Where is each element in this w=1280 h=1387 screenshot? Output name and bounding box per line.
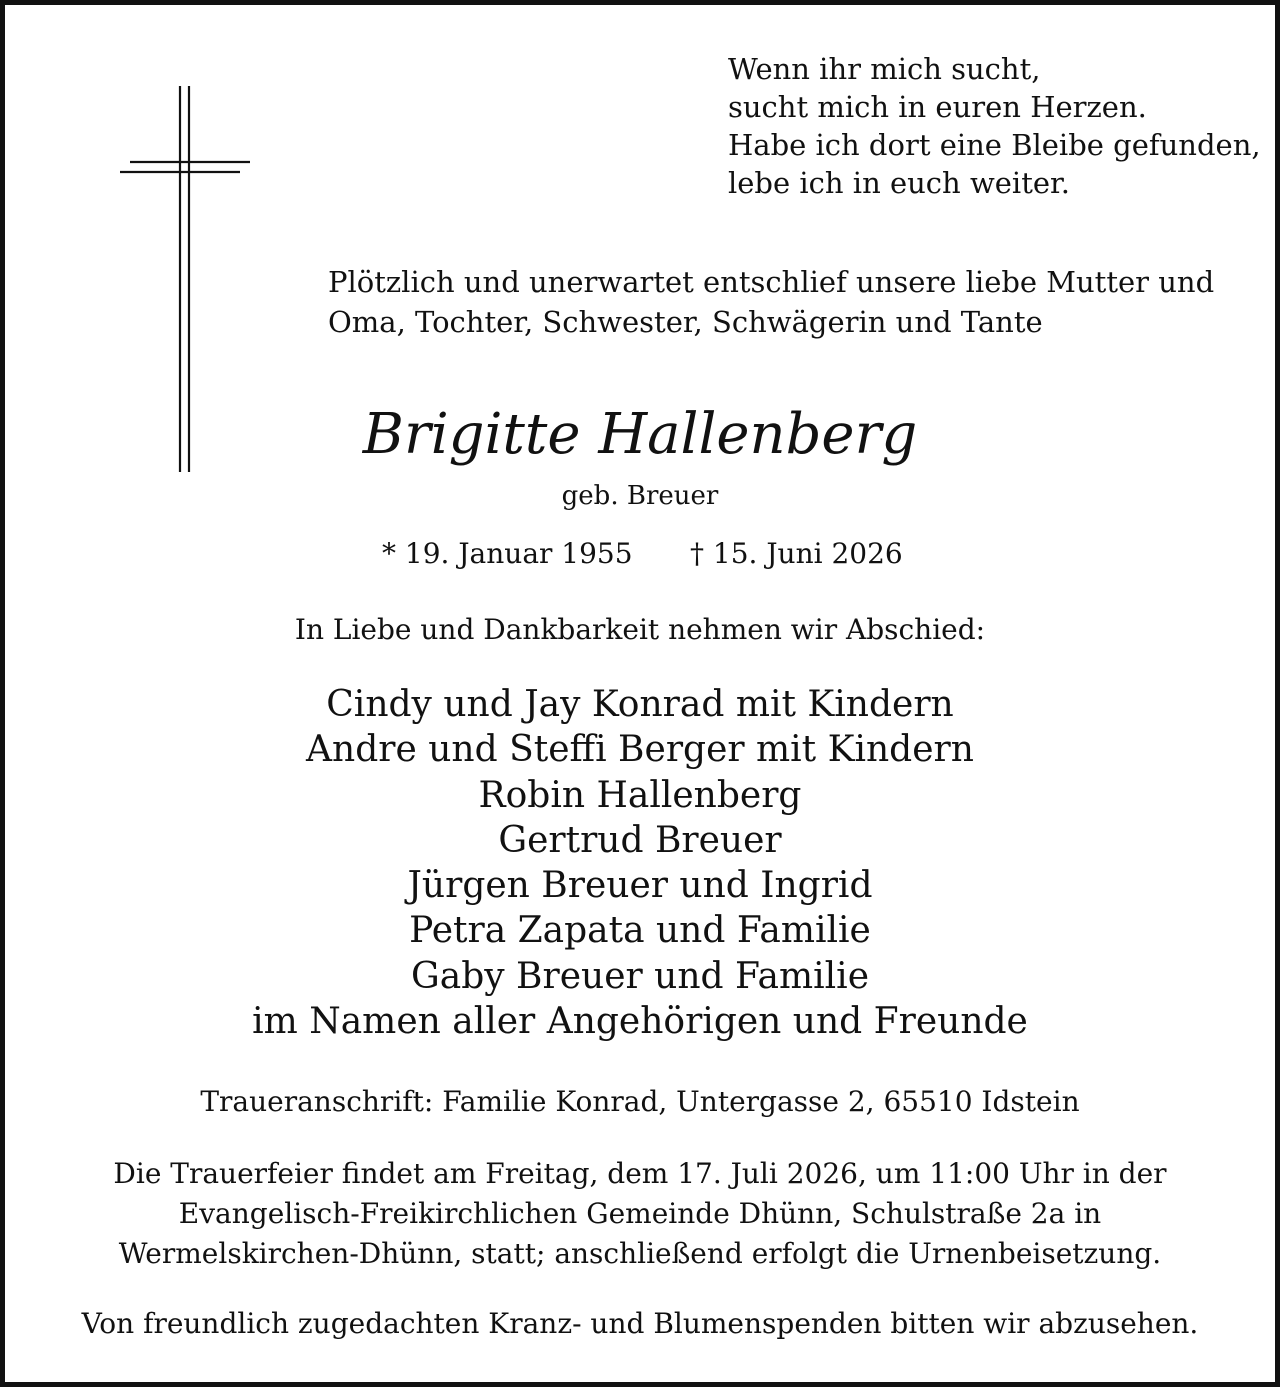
birth-date: * 19. Januar 1955 <box>382 537 633 570</box>
mourner-line: Jürgen Breuer und Ingrid <box>407 865 873 907</box>
mourning-address: Traueranschrift: Familie Konrad, Untergasse 2, 65510 Idstein <box>200 1085 1080 1118</box>
mourner-line: im Namen aller Angehörigen und Freunde <box>252 1001 1028 1043</box>
mourner-line: Robin Hallenberg <box>478 774 802 816</box>
mourner-line: Petra Zapata und Familie <box>409 910 871 952</box>
intro-line: Oma, Tochter, Schwester, Schwägerin und Tante <box>328 305 1043 339</box>
mourner-line: Gertrud Breuer <box>498 819 782 861</box>
deceased-name: Brigitte Hallenberg <box>362 402 918 467</box>
intro-text <box>328 262 1214 342</box>
ceremony-info <box>0 1154 1280 1274</box>
mourner-line: Cindy und Jay Konrad mit Kindern <box>326 684 954 725</box>
poem-line: Wenn ihr mich sucht, <box>728 52 1041 86</box>
ceremony-line: Wermelskirchen-Dhünn, statt; anschließend erfolgt die Urnenbeisetzung. <box>118 1237 1162 1270</box>
poem-line: lebe ich in euch weiter. <box>728 166 1070 200</box>
mourner-line: Andre und Steffi Berger mit Kindern <box>306 729 974 771</box>
ceremony-line: Die Trauerfeier findet am Freitag, dem 17. Juli 2026, um 11:00 Uhr in der <box>113 1157 1167 1190</box>
poem-line: Habe ich dort eine Bleibe gefunden, <box>728 128 1261 162</box>
life-dates <box>0 534 1280 574</box>
birth-name: geb. Breuer <box>561 481 719 511</box>
poem <box>728 50 1261 202</box>
ceremony-line: Evangelisch-Freikirchlichen Gemeinde Dhünn, Schulstraße 2a in <box>178 1197 1102 1230</box>
mourners-list <box>0 682 1280 1044</box>
intro-line: Plötzlich und unerwartet entschlief unsere liebe Mutter und <box>328 265 1215 299</box>
mourner-line: Gaby Breuer und Familie <box>411 955 869 997</box>
donation-note: Von freundlich zugedachten Kranz- und Blumenspenden bitten wir abzusehen. <box>81 1307 1199 1340</box>
farewell-line: In Liebe und Dankbarkeit nehmen wir Abschied: <box>294 613 986 646</box>
poem-line: sucht mich in euren Herzen. <box>728 90 1147 124</box>
death-date: † 15. Juni 2026 <box>690 537 903 570</box>
